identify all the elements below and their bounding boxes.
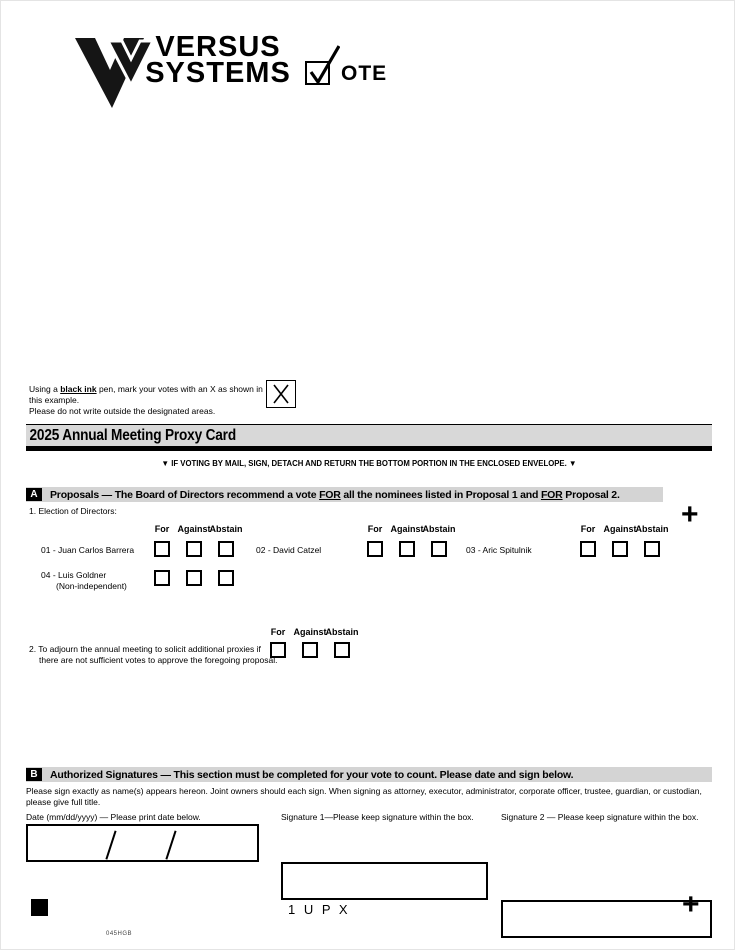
col-for: For [270, 627, 286, 637]
col-abstain: Abstain [325, 627, 359, 637]
checkbox-nominee03-abstain[interactable] [644, 541, 660, 557]
registration-plus-mark-top: + [681, 498, 699, 531]
example-mark-box [266, 380, 296, 408]
vote-columns-group1 [146, 524, 242, 534]
marking-instructions [29, 384, 264, 417]
checkbox-nominee01-for[interactable] [154, 541, 170, 557]
col-for: For [154, 524, 170, 534]
section-a-for2: FOR [540, 488, 563, 501]
vote-logo [304, 43, 387, 87]
section-a-title-post: Proposal 2. [562, 488, 620, 501]
nominee-04-votes [146, 570, 242, 586]
checkbox-nominee02-against[interactable] [399, 541, 415, 557]
vote-columns-group2 [359, 524, 455, 534]
instruction-line2: Please do not write outside the designated areas. [29, 406, 216, 416]
section-a-title-mid: all the nominees listed in Proposal 1 and [340, 488, 541, 501]
signature2-label: Signature 2 — Please keep signature within the box. [501, 812, 699, 822]
checkbox-nominee03-against[interactable] [612, 541, 628, 557]
instruction-black-ink: black ink [60, 384, 97, 394]
date-separator-slash [105, 831, 116, 860]
col-against: Against [603, 524, 637, 534]
nominee-02-votes [359, 541, 455, 557]
signature1-label: Signature 1—Please keep signature within the box. [281, 812, 474, 822]
col-abstain: Abstain [635, 524, 669, 534]
proposal2-line1: 2. To adjourn the annual meeting to solicit additional proxies if [29, 644, 261, 654]
checkbox-nominee01-abstain[interactable] [218, 541, 234, 557]
instruction-text: Using a [29, 384, 61, 394]
footer-code-1upx: 1 U P X [288, 902, 351, 917]
signature-fine-print: Please sign exactly as name(s) appears hereon. Joint owners should each sign. When signing as attorney, executor, administrator, corporate officer, trustee, guardian, or custodian, please give full title. [26, 786, 702, 807]
vote-text: OTE [341, 62, 388, 85]
col-against: Against [390, 524, 424, 534]
date-input-box[interactable] [26, 824, 259, 862]
registration-plus-mark-bottom: + [682, 888, 700, 921]
col-against: Against [293, 627, 327, 637]
company-name-line1: VERSUS [155, 31, 281, 63]
proposal2-text [29, 644, 277, 666]
date-label: Date (mm/dd/yyyy) — Please print date below. [26, 812, 201, 822]
section-b-header [26, 767, 712, 782]
checkbox-proposal2-abstain[interactable] [334, 642, 350, 658]
checkbox-nominee02-for[interactable] [367, 541, 383, 557]
vote-columns-proposal2 [262, 627, 358, 637]
nominee-01-label: 01 - Juan Carlos Barrera [41, 545, 135, 555]
nominee-02-label: 02 - David Catzel [256, 545, 322, 555]
checkbox-nominee03-for[interactable] [580, 541, 596, 557]
section-a-badge: A [26, 488, 42, 501]
proposal1-intro: 1. Election of Directors: [29, 506, 117, 516]
proposal2-line2: there are not sufficient votes to approve the foregoing proposal. [39, 655, 278, 665]
title-bar [26, 424, 712, 451]
section-b-badge: B [26, 768, 42, 781]
nominee-04-sublabel: (Non-independent) [56, 581, 127, 591]
mail-voting-note: ▼ IF VOTING BY MAIL, SIGN, DETACH AND RETURN THE BOTTOM PORTION IN THE ENCLOSED ENVELOPE. ▼ [161, 459, 577, 468]
checkbox-nominee04-abstain[interactable] [218, 570, 234, 586]
col-against: Against [177, 524, 211, 534]
checkbox-nominee04-for[interactable] [154, 570, 170, 586]
col-abstain: Abstain [422, 524, 456, 534]
footer-small-code: 045HGB [106, 931, 133, 937]
section-a-title-pre: Proposals — The Board of Directors recommend a vote [50, 488, 320, 501]
signature2-box[interactable] [501, 900, 712, 938]
instruction-text-cont: pen, mark your votes with an X as shown in this example. [29, 384, 263, 405]
section-a-for1: FOR [319, 488, 341, 501]
page-title: 2025 Annual Meeting Proxy Card [29, 426, 236, 444]
section-a-title [50, 489, 620, 501]
nominee-04-label [41, 570, 127, 592]
nominee-01-votes [146, 541, 242, 557]
vote-checkbox-icon [304, 43, 340, 87]
registration-square-mark [31, 899, 48, 916]
nominee-03-votes [572, 541, 668, 557]
checkbox-nominee01-against[interactable] [186, 541, 202, 557]
col-for: For [580, 524, 596, 534]
company-name [139, 31, 297, 89]
section-b-title: Authorized Signatures — This section must be completed for your vote to count. Please date and sign below. [50, 768, 574, 781]
checkbox-nominee04-against[interactable] [186, 570, 202, 586]
x-mark-icon [267, 381, 295, 407]
company-name-line2: SYSTEMS [145, 57, 291, 89]
col-for: For [367, 524, 383, 534]
col-abstain: Abstain [209, 524, 243, 534]
nominee-03-label: 03 - Aric Spitulnik [466, 545, 532, 555]
nominee-04-name: 04 - Luis Goldner [41, 570, 107, 580]
signature1-box[interactable] [281, 862, 488, 900]
vote-columns-group3 [572, 524, 668, 534]
date-separator-slash [165, 831, 176, 860]
checkbox-proposal2-against[interactable] [302, 642, 318, 658]
section-a-header [26, 487, 663, 502]
checkbox-nominee02-abstain[interactable] [431, 541, 447, 557]
